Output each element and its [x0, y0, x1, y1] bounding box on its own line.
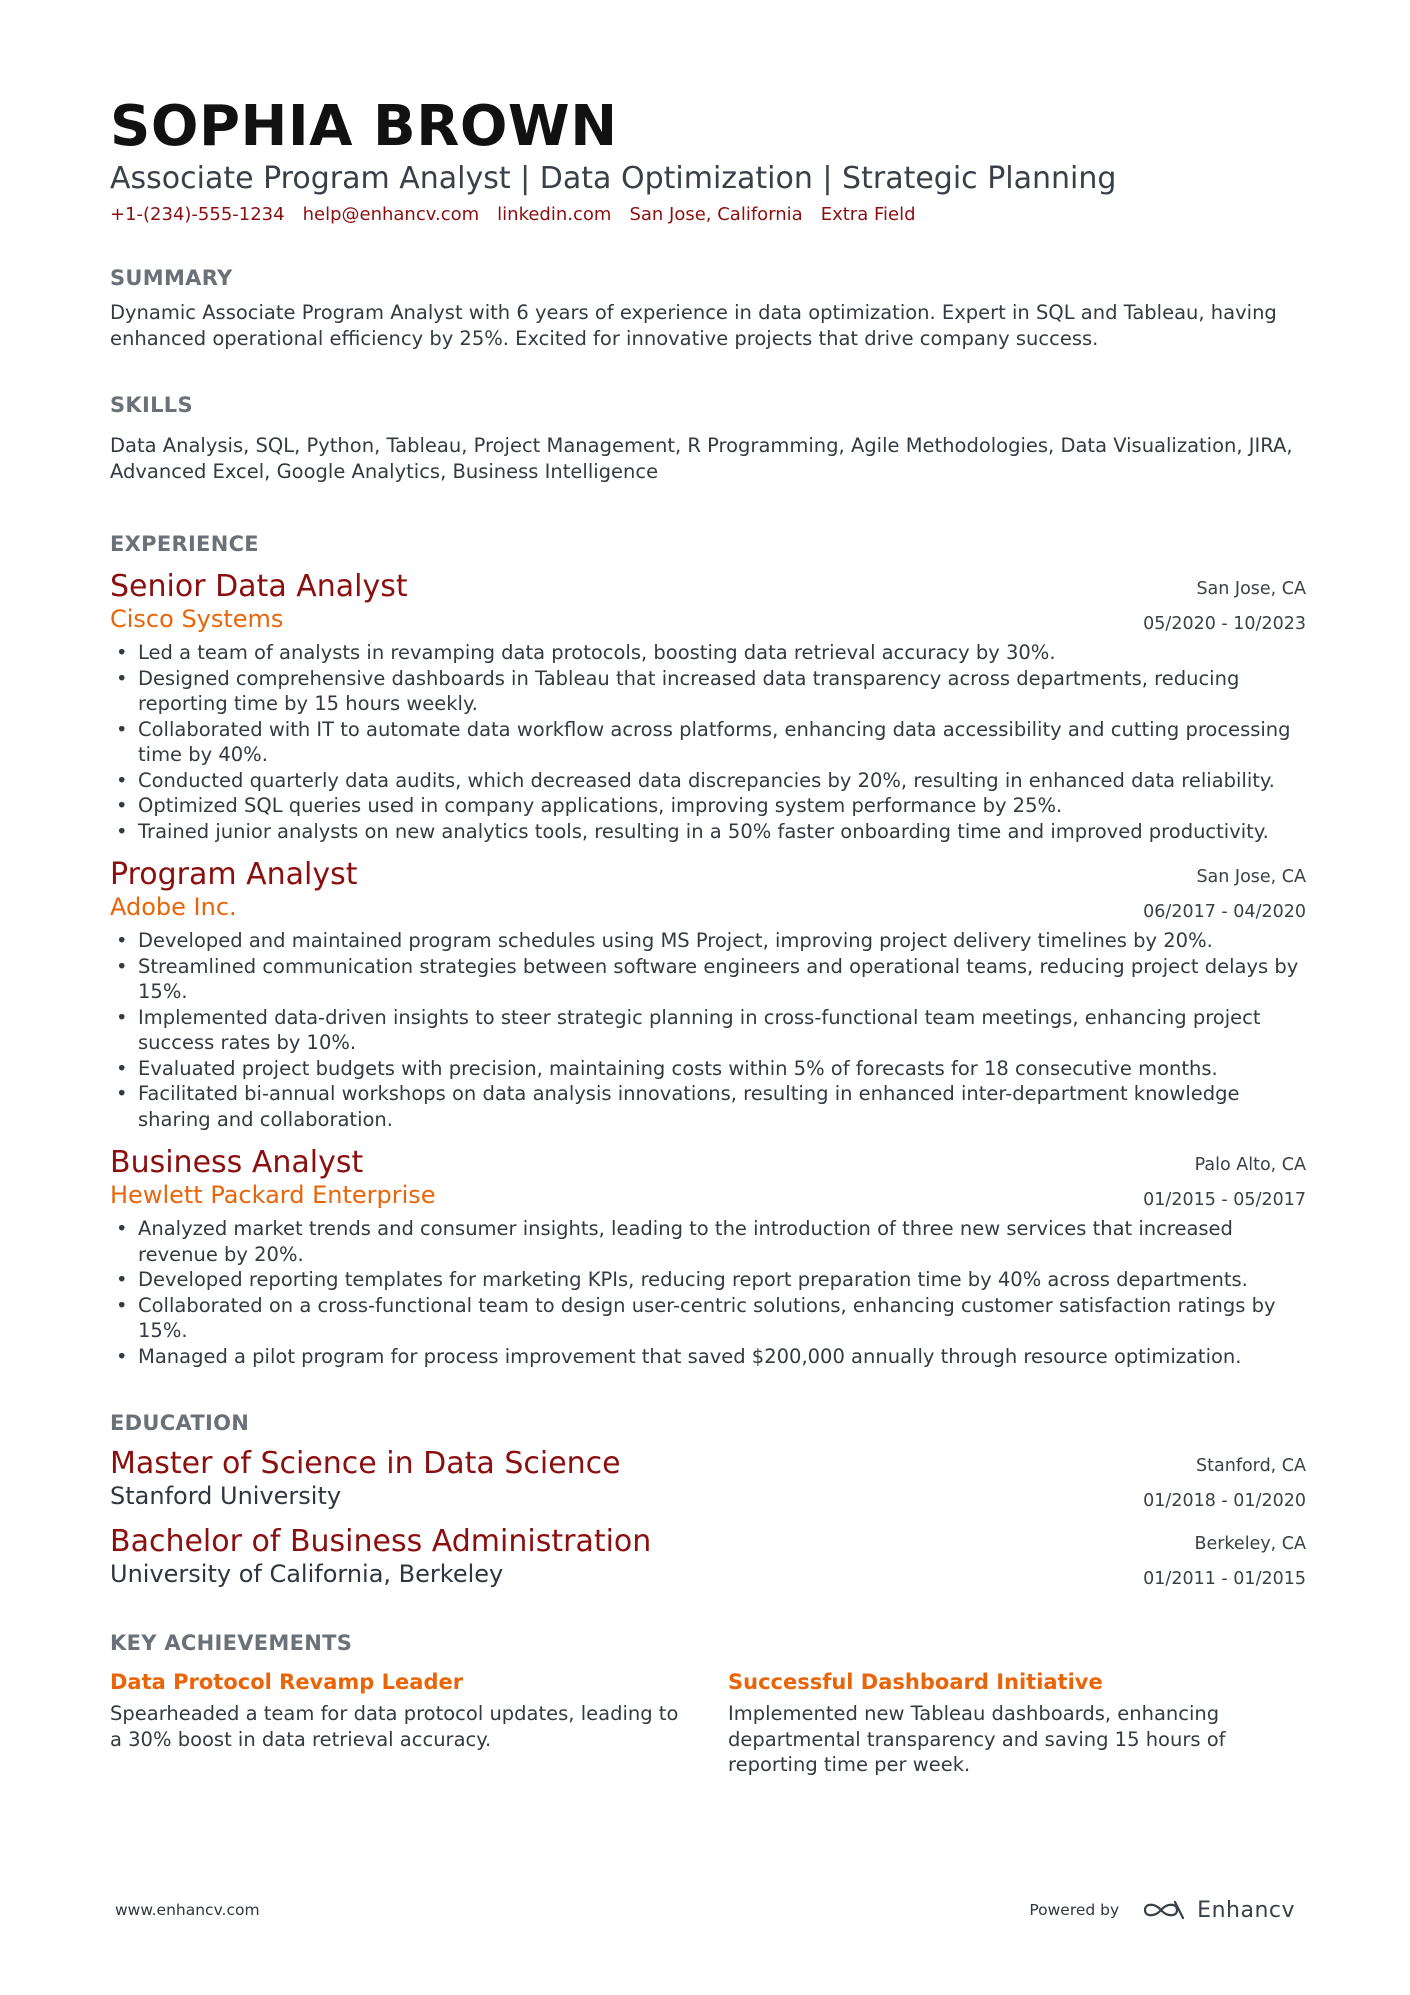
brand-link[interactable] [1141, 1898, 1295, 1923]
school-name: University of California, Berkeley [110, 1560, 504, 1588]
job-bullets [110, 928, 1306, 1132]
education-dates: 01/2018 - 01/2020 [1143, 1491, 1306, 1511]
bullet-item: • Developed reporting templates for marketing KPIs, reducing report preparation time by 40% across departments. [110, 1267, 1306, 1293]
education-entry [110, 1447, 1306, 1511]
bullet-item: • Developed and maintained program schedules using MS Project, improving project delivery timelines by 20%. [110, 928, 1306, 954]
experience-entry [110, 1146, 1306, 1369]
job-meta [1143, 1148, 1306, 1218]
experience-entry [110, 570, 1306, 844]
resume-page [110, 96, 1306, 1778]
bullet-item: • Analyzed market trends and consumer insights, leading to the introduction of three new services that increased revenue by 20%. [110, 1216, 1306, 1267]
job-dates: 06/2017 - 04/2020 [1143, 902, 1306, 922]
resume-header [110, 96, 1306, 228]
education-meta [1143, 1527, 1306, 1597]
job-bullets [110, 640, 1306, 844]
job-dates: 05/2020 - 10/2023 [1143, 614, 1306, 634]
achievement-item [110, 1667, 688, 1778]
bullet-item: • Trained junior analysts on new analytics tools, resulting in a 50% faster onboarding time and improved productivity. [110, 819, 1306, 845]
bullet-item: • Managed a pilot program for process improvement that saved $200,000 annually through resource optimization. [110, 1344, 1306, 1370]
school-name: Stanford University [110, 1482, 342, 1510]
section-title-summary: SUMMARY [110, 266, 233, 290]
section-title-experience: EXPERIENCE [110, 532, 259, 556]
bullet-item: • Facilitated bi-annual workshops on data analysis innovations, resulting in enhanced inter-department knowledge sharing and collaboration. [110, 1081, 1306, 1132]
contact-extra-field: Extra Field [820, 204, 916, 225]
brand-name: Enhancv [1197, 1897, 1295, 1923]
bullet-item: • Conducted quarterly data audits, which decreased data discrepancies by 20%, resulting in enhanced data reliability. [110, 768, 1306, 794]
bullet-item: • Implemented data-driven insights to steer strategic planning in cross-functional team meetings, enhancing project success rates by 10%. [110, 1005, 1306, 1056]
education-entry [110, 1525, 1306, 1589]
education-section [110, 1409, 1306, 1589]
experience-list [110, 570, 1306, 1369]
experience-entry [110, 858, 1306, 1132]
achievements-section [110, 1629, 1306, 1778]
job-bullets [110, 1216, 1306, 1369]
company-name: Hewlett Packard Enterprise [110, 1181, 436, 1209]
job-title: Senior Data Analyst [110, 569, 408, 604]
contact-email[interactable]: help@enhancv.com [302, 204, 480, 225]
job-meta [1143, 572, 1306, 642]
candidate-headline: Associate Program Analyst | Data Optimization | Strategic Planning [110, 161, 1117, 196]
company-name: Adobe Inc. [110, 893, 237, 921]
bullet-item: • Collaborated with IT to automate data workflow across platforms, enhancing data accessibility and cutting processing time by 40%. [110, 717, 1306, 768]
powered-by-label: Powered by [1029, 1901, 1120, 1919]
experience-section [110, 530, 1306, 1369]
bullet-item: • Optimized SQL queries used in company applications, improving system performance by 25%. [110, 793, 1306, 819]
job-location: San Jose, CA [1196, 579, 1306, 599]
section-title-education: EDUCATION [110, 1411, 250, 1435]
degree-title: Bachelor of Business Administration [110, 1524, 652, 1559]
achievement-text: Spearheaded a team for data protocol updates, leading to a 30% boost in data retrieval accuracy. [110, 1702, 679, 1751]
candidate-name: SOPHIA BROWN [110, 94, 618, 159]
education-location: Stanford, CA [1196, 1456, 1306, 1476]
footer-url-link[interactable]: www.enhancv.com [115, 1901, 260, 1919]
skills-text: Data Analysis, SQL, Python, Tableau, Project Management, R Programming, Agile Methodologies, Data Visualization, JIRA, Advanced Excel, Google Analytics, Business Intelligence [110, 434, 1293, 483]
summary-section [110, 264, 1306, 351]
education-list [110, 1447, 1306, 1589]
contact-phone[interactable]: +1-(234)-555-1234 [110, 204, 285, 225]
skills-section [110, 391, 1306, 484]
section-title-achievements: KEY ACHIEVEMENTS [110, 1631, 353, 1655]
education-meta [1143, 1449, 1306, 1519]
job-title: Program Analyst [110, 857, 358, 892]
bullet-item: • Collaborated on a cross-functional team to design user-centric solutions, enhancing customer satisfaction ratings by 15%. [110, 1293, 1306, 1344]
summary-text: Dynamic Associate Program Analyst with 6 years of experience in data optimization. Expert in SQL and Tableau, having enhanced operational efficiency by 25%. Excited for innovative projects that drive company success. [110, 301, 1277, 350]
bullet-item: • Designed comprehensive dashboards in Tableau that increased data transparency across departments, reducing reporting time by 15 hours weekly. [110, 666, 1306, 717]
job-title: Business Analyst [110, 1145, 364, 1180]
achievement-item [728, 1667, 1306, 1778]
achievements-grid [110, 1667, 1306, 1778]
contact-linkedin[interactable]: linkedin.com [497, 204, 612, 225]
company-name: Cisco Systems [110, 605, 284, 633]
education-dates: 01/2011 - 01/2015 [1143, 1569, 1306, 1589]
bullet-item: • Led a team of analysts in revamping data protocols, boosting data retrieval accuracy by 30%. [110, 640, 1306, 666]
section-title-skills: SKILLS [110, 393, 193, 417]
achievement-text: Implemented new Tableau dashboards, enhancing departmental transparency and saving 15 hours of reporting time per week. [728, 1702, 1226, 1776]
enhancv-logo-icon [1141, 1898, 1187, 1922]
achievement-title: Successful Dashboard Initiative [728, 1670, 1103, 1694]
contact-location: San Jose, California [629, 204, 803, 225]
powered-by-block [1029, 1898, 1295, 1923]
page-footer [115, 1890, 1295, 1930]
job-location: Palo Alto, CA [1194, 1155, 1306, 1175]
bullet-item: • Streamlined communication strategies between software engineers and operational teams, reducing project delays by 15%. [110, 954, 1306, 1005]
job-meta [1143, 860, 1306, 930]
education-location: Berkeley, CA [1194, 1534, 1306, 1554]
degree-title: Master of Science in Data Science [110, 1446, 621, 1481]
job-location: San Jose, CA [1196, 867, 1306, 887]
achievement-title: Data Protocol Revamp Leader [110, 1670, 464, 1694]
contact-bar [110, 202, 1306, 228]
job-dates: 01/2015 - 05/2017 [1143, 1190, 1306, 1210]
bullet-item: • Evaluated project budgets with precision, maintaining costs within 5% of forecasts for 18 consecutive months. [110, 1056, 1306, 1082]
